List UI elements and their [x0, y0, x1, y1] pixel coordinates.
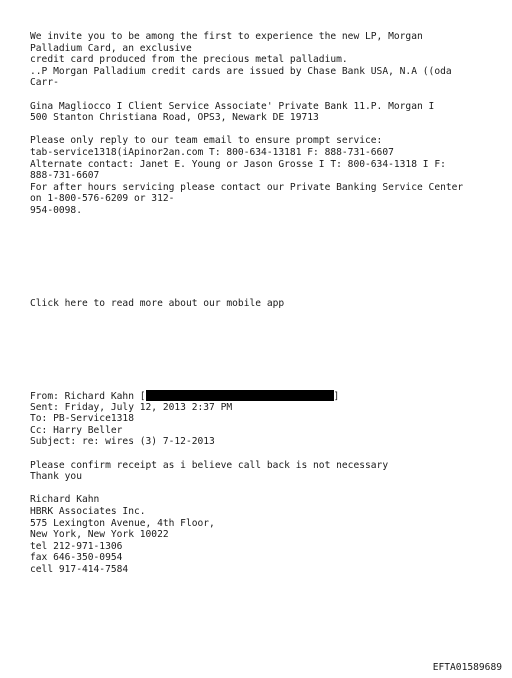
- sender-signature-line: New York, New York 10022: [30, 529, 169, 541]
- bank-signature-line: 500 Stanton Christiana Road, OPS3, Newark DE 19713: [30, 112, 319, 124]
- email-sent: Sent: Friday, July 12, 2013 2:37 PM: [30, 401, 233, 413]
- intro-line: credit card produced from the precious metal palladium.: [30, 54, 348, 66]
- sender-signature: [30, 494, 500, 575]
- contact-line: Alternate contact: Janet E. Young or Jason Grosse I T: 800-634-1318 I F:: [30, 158, 446, 170]
- intro-paragraph: [30, 31, 500, 89]
- email-subject: Subject: re: wires (3) 7-12-2013: [30, 436, 215, 448]
- bank-signature-line: Gina Magliocco I Client Service Associate' Private Bank 11.P. Morgan I: [30, 100, 435, 112]
- intro-line: We invite you to be among the first to experience the new LP, Morgan: [30, 31, 423, 42]
- email-from: [30, 390, 500, 402]
- contact-line: 954-0098.: [30, 204, 82, 216]
- email-from-label: From: Richard Kahn [: [30, 391, 146, 403]
- intro-line: Carr-: [30, 77, 59, 89]
- redaction-bar: [146, 390, 334, 401]
- intro-line: ..P Morgan Palladium credit cards are issued by Chase Bank USA, N.A ((oda: [30, 65, 452, 77]
- sender-signature-line: cell 917-414-7584: [30, 564, 129, 575]
- sender-signature-line: 575 Lexington Avenue, 4th Floor,: [30, 517, 215, 529]
- message-body: [30, 460, 500, 483]
- sender-signature-line: Richard Kahn: [30, 494, 100, 506]
- contact-line: on 1-800-576-6209 or 312-: [30, 193, 175, 205]
- sender-signature-line: HBRK Associates Inc.: [30, 506, 146, 518]
- contact-line: 888-731-6607: [30, 170, 100, 182]
- intro-line: Palladium Card, an exclusive: [30, 42, 192, 54]
- contact-info: [30, 135, 500, 216]
- email-cc: Cc: Harry Beller: [30, 424, 123, 436]
- bank-signature: [30, 101, 500, 124]
- mobile-app-link[interactable]: Click here to read more about our mobile app: [30, 297, 285, 309]
- email-to: To: PB-Service1318: [30, 413, 134, 425]
- sender-signature-line: tel 212-971-1306: [30, 540, 123, 552]
- message-line: Please confirm receipt as i believe call back is not necessary: [30, 459, 389, 471]
- message-line: Thank you: [30, 471, 82, 483]
- email-from-close: ]: [333, 391, 340, 403]
- sender-signature-line: fax 646-350-0954: [30, 552, 123, 564]
- contact-line: For after hours servicing please contact our Private Banking Service Center: [30, 181, 464, 193]
- document-id: EFTA01589689: [432, 662, 502, 673]
- email-document: [30, 31, 500, 576]
- email-header: [30, 390, 500, 448]
- contact-line: tab-service1318(iApinor2an.com T: 800-634-13181 F: 888-731-6607: [30, 146, 394, 158]
- contact-line: Please only reply to our team email to ensure prompt service:: [30, 135, 383, 147]
